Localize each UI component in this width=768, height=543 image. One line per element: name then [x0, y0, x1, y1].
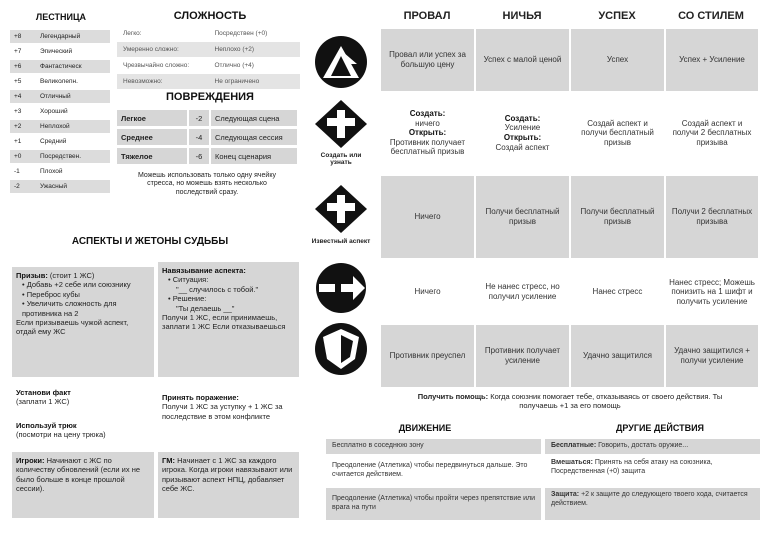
header-style: СО СТИЛЕМ	[678, 10, 744, 22]
damage-value: -6	[189, 148, 209, 164]
known-aspect-label: Известный аспект	[311, 238, 371, 245]
aspects-title: АСПЕКТЫ И ЖЕТОНЫ СУДЬБЫ	[71, 236, 229, 247]
compel-note: Получи 1 ЖС, если принимаешь, заплати 1 ЖС Если отказываешься	[162, 312, 286, 332]
damage-note: Можешь использовать только одну ячейку стресса, но можешь взять несколько последствий сразу.	[138, 172, 276, 196]
invoke-item: Переброс кубы	[26, 289, 80, 299]
damage-value: -4	[189, 129, 209, 145]
ladder-name: Хороший	[40, 108, 68, 115]
ladder-name: Средний	[40, 138, 67, 145]
invoke-item: Увеличить сложность для противника на 2	[22, 299, 117, 318]
help-text: Когда союзник помогает тебе, отказываясь от своего действия. Ты получаешь +1 за его помощь	[488, 392, 723, 411]
damage-value: -2	[189, 110, 209, 126]
difficulty-label: Чрезвычайно сложно:	[123, 62, 190, 69]
ladder-row	[10, 45, 110, 58]
ladder-level: +7	[14, 48, 22, 55]
stunt-title: Используй трюк	[16, 421, 77, 430]
discover-text: Противник получает бесплатный призыв	[389, 137, 466, 157]
damage-row	[117, 129, 297, 145]
difficulty-value: Отлично (+4)	[214, 62, 254, 69]
discover-text: Создай аспект	[495, 142, 550, 152]
difficulty-row	[117, 58, 300, 73]
ladder-level: -2	[14, 183, 20, 190]
ladder-name: Эпический	[40, 48, 73, 55]
ladder-name: Легендарный	[40, 33, 81, 40]
ladder-level: +2	[14, 123, 22, 130]
help-label: Получить помощь:	[417, 392, 489, 401]
ladder-row	[10, 150, 110, 163]
header-fail: ПРОВАЛ	[403, 10, 451, 22]
difficulty-label: Умеренно сложно:	[123, 46, 179, 53]
other-action-item	[545, 488, 760, 520]
players-text: Начинают с ЖС по количеству обновлений (если их не было больше в конце прошлой сессии).	[16, 456, 141, 494]
ladder-name: Неплохой	[40, 123, 70, 130]
outcome-cell: Противник преуспел	[381, 325, 474, 387]
invoke-box: Призыв: (стоит 1 ЖС) • Добавь +2 себе или союзнику • Переброс кубы • Увеличить сложность для противника на 2 Если призываешь чужой аспект, отдай ему ЖС	[12, 267, 154, 377]
damage-row	[117, 110, 297, 126]
compel-decision-text: "Ты делаешь __"	[176, 303, 235, 313]
ladder-row	[10, 120, 110, 133]
difficulty-value: Посредствен (+0)	[214, 30, 268, 37]
defend-icon	[313, 321, 369, 377]
compel-box: Навязывание аспекта: • Ситуация: "__ случилось с тобой." • Решение: "Ты делаешь __" Получи 1 ЖС, если принимаешь, заплати 1 ЖС Если отказываешься	[158, 262, 299, 377]
outcome-cell: Создай аспект и получи бесплатный призыв	[581, 118, 654, 147]
compel-situation-text: "__ случилось с тобой."	[176, 284, 259, 294]
known-aspect-icon	[313, 183, 369, 235]
header-tie: НИЧЬЯ	[502, 10, 542, 22]
difficulty-row	[117, 42, 300, 57]
outcome-cell: Удачно защитился	[571, 325, 664, 387]
movement-title: ДВИЖЕНИЕ	[398, 423, 452, 433]
gm-title: ГМ:	[162, 456, 175, 465]
ladder-row	[10, 165, 110, 178]
outcome-cell: Удачно защитился + получи усиление	[666, 325, 758, 387]
create-label: Создать:	[409, 109, 446, 119]
create-label: Создать:	[504, 113, 541, 123]
other-action-text: Говорить, достать оружие...	[596, 442, 689, 449]
help-note	[400, 392, 740, 411]
difficulty-row	[117, 74, 300, 89]
ladder-row	[10, 30, 110, 43]
outcome-cell: Успех с малой ценой	[476, 29, 569, 91]
damage-desc: Следующая сцена	[211, 110, 297, 126]
fact-box	[12, 384, 154, 411]
invoke-item: Добавь +2 себе или союзнику	[26, 280, 131, 290]
gm-text: Начинает с 1 ЖС за каждого игрока. Когда игроки навязывают или призывают аспект НПЦ, добавляет себе ЖС.	[162, 456, 293, 494]
ladder-level: +0	[14, 153, 22, 160]
discover-label: Открыть:	[408, 128, 447, 138]
difficulty-label: Легко:	[123, 30, 142, 37]
outcome-cell: Успех + Усиление	[666, 29, 758, 91]
ladder-level: +8	[14, 33, 22, 40]
other-action-label: Защита:	[551, 491, 580, 498]
ladder-row	[10, 105, 110, 118]
ladder-row	[10, 75, 110, 88]
ladder-name: Отличный	[40, 93, 71, 100]
ladder-name: Ужасный	[40, 183, 68, 190]
difficulty-value: Не ограничено	[214, 78, 260, 85]
overcome-icon	[313, 34, 369, 90]
damage-title: ПОВРЕЖДЕНИЯ	[166, 91, 254, 103]
concede-title: Принять поражение:	[162, 393, 239, 402]
outcome-cell: Успех	[571, 29, 664, 91]
difficulty-label: Невозможно:	[123, 78, 163, 85]
ladder-level: +6	[14, 63, 22, 70]
compel-situation: Ситуация:	[172, 275, 209, 285]
ladder-name: Посредствен.	[40, 153, 82, 160]
outcome-cell: Получи бесплатный призыв	[476, 176, 569, 258]
invoke-note: Если призываешь чужой аспект, отдай ему ЖС	[16, 317, 129, 337]
gm-box	[158, 452, 299, 518]
other-action-label: Бесплатные:	[551, 442, 597, 449]
outcome-cell-create-fail	[381, 93, 474, 173]
movement-item: Преодоление (Атлетика) чтобы пройти через препятствие или врага на пути	[326, 488, 541, 520]
invoke-title: Призыв:	[16, 271, 48, 280]
damage-name: Легкое	[117, 110, 187, 126]
ladder-title: ЛЕСТНИЦА	[35, 12, 87, 22]
outcome-cell: Ничего	[414, 287, 441, 297]
stunt-box	[12, 417, 154, 444]
movement-item: Преодоление (Атлетика) чтобы передвинуться дальше. Это считается действием.	[332, 462, 528, 478]
outcome-cell: Получи 2 бесплатных призыва	[666, 176, 758, 258]
outcome-cell: Нанес стресс	[592, 287, 643, 297]
ladder-level: +1	[14, 138, 22, 145]
other-action-item	[545, 456, 760, 486]
ladder-row	[10, 180, 110, 193]
concede-text: Получи 1 ЖС за уступку + 1 ЖС за последствие в этом конфликте	[162, 402, 283, 421]
attack-icon	[313, 262, 369, 314]
ladder-level: +5	[14, 78, 22, 85]
outcome-cell: Создай аспект и получи 2 бесплатных призыва	[672, 118, 752, 147]
ladder-level: -1	[14, 168, 20, 175]
compel-title: Навязывание аспекта:	[162, 266, 246, 275]
other-action-label: Вмешаться:	[551, 459, 593, 466]
outcome-cell: Нанес стресс; Можешь понизить на 1 шифт и получить усиление	[669, 277, 755, 306]
concede-box	[158, 389, 299, 425]
ladder-name: Великолепн.	[40, 78, 78, 85]
stunt-text: (посмотри на цену трюка)	[16, 430, 106, 440]
difficulty-row	[117, 26, 300, 41]
ladder-level: +4	[14, 93, 22, 100]
create-advantage-icon	[313, 98, 369, 150]
fact-title: Установи факт	[16, 388, 71, 397]
damage-row	[117, 148, 297, 164]
damage-name: Тяжелое	[117, 148, 187, 164]
difficulty-value: Неплохо (+2)	[214, 46, 255, 53]
other-action-item	[545, 439, 760, 454]
discover-label: Открыть:	[503, 133, 542, 142]
damage-name: Среднее	[117, 129, 187, 145]
outcome-cell-create-tie	[476, 93, 569, 173]
outcome-cell: Провал или успех за большую цену	[381, 29, 474, 91]
outcome-cell: Не нанес стресс, но получил усиление	[485, 282, 560, 301]
other-action-text: Принять на себя атаку на союзника, Посредственная (+0) защита	[551, 459, 713, 475]
fact-text: (заплати 1 ЖС)	[16, 397, 70, 407]
damage-desc: Следующая сессия	[211, 129, 297, 145]
ladder-row	[10, 60, 110, 73]
ladder-name: Фантастическ	[40, 63, 82, 70]
ladder-name: Плохой	[40, 168, 63, 175]
invoke-cost: (стоит 1 ЖС)	[47, 271, 95, 280]
players-title: Игроки:	[16, 456, 45, 465]
create-text: Усиление	[504, 123, 541, 133]
other-actions-title: ДРУГИЕ ДЕЙСТВИЯ	[615, 423, 705, 433]
ladder-row	[10, 90, 110, 103]
movement-item: Бесплатно в соседнюю зону	[326, 439, 541, 454]
damage-desc: Конец сценария	[211, 148, 297, 164]
players-box	[12, 452, 154, 518]
ladder-row	[10, 135, 110, 148]
header-success: УСПЕХ	[598, 10, 636, 22]
compel-decision: Решение:	[172, 294, 207, 304]
create-text: ничего	[415, 118, 440, 128]
create-label: Создать или узнать	[320, 152, 362, 166]
outcome-cell: Ничего	[381, 176, 474, 258]
other-action-text: +2 к защите до следующего твоего хода, считается действием.	[551, 491, 748, 507]
outcome-cell: Противник получает усиление	[476, 325, 569, 387]
difficulty-title: СЛОЖНОСТЬ	[173, 10, 247, 22]
outcome-cell: Получи бесплатный призыв	[571, 176, 664, 258]
ladder-level: +3	[14, 108, 22, 115]
